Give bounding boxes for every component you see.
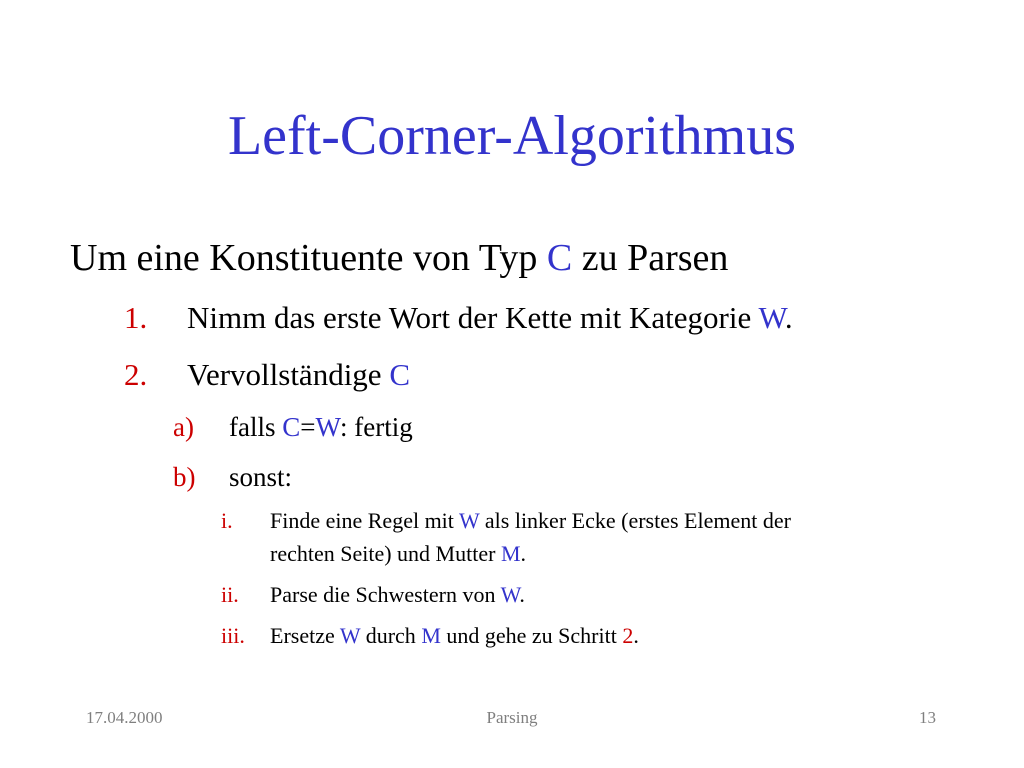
step-2-text: Vervollständige C — [187, 357, 411, 392]
var-w: W — [339, 623, 361, 648]
sub-step-iii-marker: iii. — [221, 623, 245, 648]
step-1-marker: 1. — [124, 300, 148, 335]
var-c: C — [546, 237, 573, 279]
sub-step-ii-text: Parse die Schwestern von W. — [270, 582, 525, 607]
step-reference: 2 — [622, 623, 634, 648]
var-w: W — [315, 412, 340, 442]
step-2-marker: 2. — [124, 357, 148, 392]
var-w: W — [500, 582, 520, 607]
var-m: M — [500, 541, 521, 566]
step-1-text: Nimm das erste Wort der Kette mit Kategorie W. — [187, 300, 793, 335]
var-w: W — [758, 300, 785, 335]
sub-step-iii-text: Ersetze W durch M und gehe zu Schritt 2. — [270, 623, 639, 648]
sub-step-i-marker: i. — [221, 508, 233, 533]
var-c: C — [389, 357, 411, 392]
var-w: W — [459, 508, 480, 533]
sub-step-i-line2: rechten Seite) und Mutter M. — [270, 541, 526, 566]
step-2a-marker: a) — [173, 412, 194, 442]
sub-step-i-line1: Finde eine Regel mit W als linker Ecke (erstes Element der — [270, 508, 791, 533]
slide-title: Left-Corner-Algorithmus — [227, 105, 797, 167]
step-2b-text: sonst: — [229, 462, 293, 492]
sub-step-ii-marker: ii. — [221, 582, 239, 607]
intro-line: Um eine Konstituente von Typ C zu Parsen — [70, 237, 729, 279]
step-2b-marker: b) — [173, 462, 196, 492]
step-2a-text: falls C=W: fertig — [229, 412, 413, 442]
var-c: C — [282, 412, 301, 442]
footer-topic: Parsing — [486, 708, 538, 727]
var-m: M — [421, 623, 441, 648]
footer-date: 17.04.2000 — [86, 708, 163, 727]
footer-page-number: 13 — [919, 708, 936, 727]
